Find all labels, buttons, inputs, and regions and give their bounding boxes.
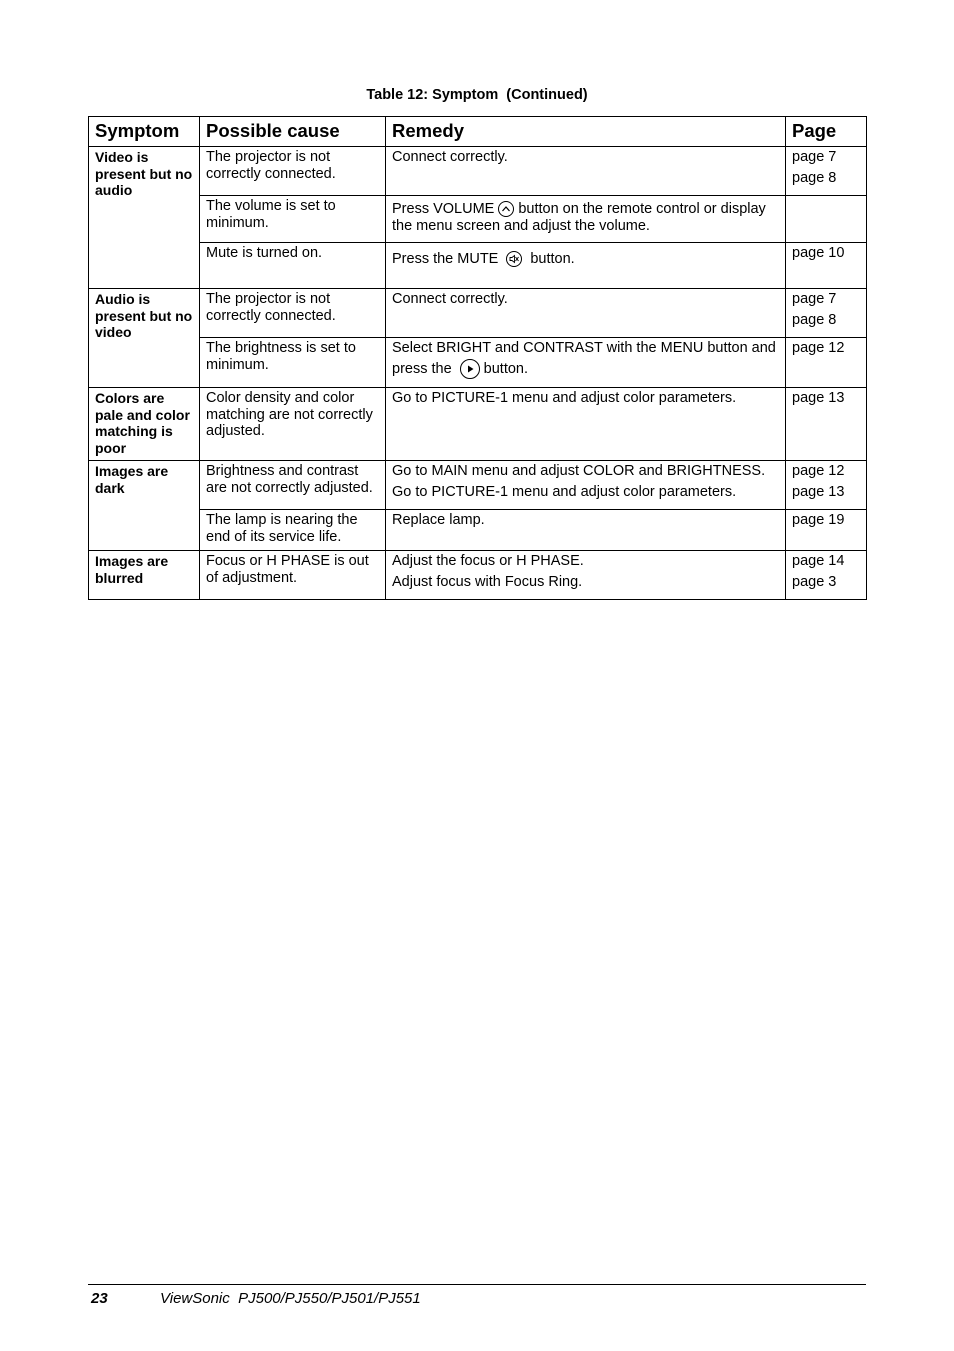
cause-cell: Brightness and contrast are not correctly adjusted. bbox=[200, 461, 386, 510]
page-cell bbox=[786, 388, 867, 461]
remedy-cell bbox=[386, 196, 786, 243]
remedy-cell bbox=[386, 461, 786, 510]
symptom-cell: Video is present but no audio bbox=[89, 147, 200, 289]
page-ref: page 12 bbox=[792, 463, 845, 479]
cause-cell: Focus or H PHASE is out of adjustment. bbox=[200, 551, 386, 600]
table-row bbox=[89, 461, 867, 510]
volume-icon bbox=[498, 201, 514, 217]
remedy-cell: Go to PICTURE-1 menu and adjust color parameters. bbox=[386, 388, 786, 461]
page-cell bbox=[786, 289, 867, 338]
header-symptom: Symptom bbox=[89, 117, 200, 147]
product-name: ViewSonic PJ500/PJ550/PJ501/PJ551 bbox=[160, 1290, 421, 1307]
remedy-cell bbox=[386, 243, 786, 289]
page-cell bbox=[786, 461, 867, 510]
page-ref: page 8 bbox=[792, 312, 837, 328]
page-ref: page 3 bbox=[792, 574, 837, 590]
remedy-line: Adjust the focus or H PHASE. bbox=[392, 553, 584, 569]
remedy-cell bbox=[386, 551, 786, 600]
remedy-text: button. bbox=[530, 251, 575, 267]
table-row bbox=[89, 147, 867, 196]
page-cell bbox=[786, 243, 867, 289]
header-possible-cause: Possible cause bbox=[200, 117, 386, 147]
symptom-cell: Images are blurred bbox=[89, 551, 200, 600]
page-ref: page 7 bbox=[792, 149, 837, 165]
page-ref: page 7 bbox=[792, 291, 837, 307]
page-ref: page 12 bbox=[792, 340, 845, 356]
page-cell bbox=[786, 147, 867, 196]
cause-cell: The lamp is nearing the end of its service life. bbox=[200, 510, 386, 551]
cause-cell: Mute is turned on. bbox=[200, 243, 386, 289]
page-cell bbox=[786, 338, 867, 388]
page-ref: page 14 bbox=[792, 553, 845, 569]
remedy-cell: Replace lamp. bbox=[386, 510, 786, 551]
symptom-cell: Colors are pale and color matching is poor bbox=[89, 388, 200, 461]
cause-cell: Color density and color matching are not correctly adjusted. bbox=[200, 388, 386, 461]
remedy-text: button. bbox=[483, 361, 528, 377]
table-header-row bbox=[89, 117, 867, 147]
cause-cell: The projector is not correctly connected. bbox=[200, 289, 386, 338]
table-row bbox=[89, 510, 867, 551]
symptom-cell: Images are dark bbox=[89, 461, 200, 551]
remedy-cell: Connect correctly. bbox=[386, 289, 786, 338]
footer-divider bbox=[88, 1284, 866, 1285]
remedy-line: Adjust focus with Focus Ring. bbox=[392, 574, 583, 590]
page-ref: page 19 bbox=[792, 512, 845, 528]
remedy-cell bbox=[386, 338, 786, 388]
page-ref: page 13 bbox=[792, 390, 845, 406]
cause-cell: The projector is not correctly connected. bbox=[200, 147, 386, 196]
cause-cell: The brightness is set to minimum. bbox=[200, 338, 386, 388]
remedy-text: button on the remote control or display the menu screen and adjust the volume. bbox=[392, 201, 766, 234]
page-cell bbox=[786, 510, 867, 551]
remedy-line: Go to MAIN menu and adjust COLOR and BRIGHTNESS. bbox=[392, 463, 766, 479]
remedy-text: Press the MUTE bbox=[392, 251, 499, 267]
table-row bbox=[89, 196, 867, 243]
header-remedy: Remedy bbox=[386, 117, 786, 147]
table-caption: Table 12: Symptom (Continued) bbox=[366, 87, 588, 103]
page-cell bbox=[786, 551, 867, 600]
mute-icon bbox=[506, 251, 522, 267]
remedy-cell: Connect correctly. bbox=[386, 147, 786, 196]
cause-cell: The volume is set to minimum. bbox=[200, 196, 386, 243]
table-row bbox=[89, 551, 867, 600]
table-row bbox=[89, 338, 867, 388]
table-row bbox=[89, 289, 867, 338]
right-arrow-icon bbox=[460, 359, 480, 379]
symptom-table bbox=[88, 116, 867, 600]
table-row bbox=[89, 388, 867, 461]
remedy-text: Select BRIGHT and CONTRAST with the MENU button and press the bbox=[392, 340, 776, 377]
table-row bbox=[89, 243, 867, 289]
page-cell bbox=[786, 196, 867, 243]
remedy-text: Press VOLUME bbox=[392, 201, 495, 217]
symptom-cell: Audio is present but no video bbox=[89, 289, 200, 388]
page-ref: page 10 bbox=[792, 245, 845, 261]
header-page: Page bbox=[786, 117, 867, 147]
page-number: 23 bbox=[91, 1290, 108, 1307]
remedy-line: Go to PICTURE-1 menu and adjust color parameters. bbox=[392, 484, 737, 500]
page-ref: page 13 bbox=[792, 484, 845, 500]
page-ref: page 8 bbox=[792, 170, 837, 186]
